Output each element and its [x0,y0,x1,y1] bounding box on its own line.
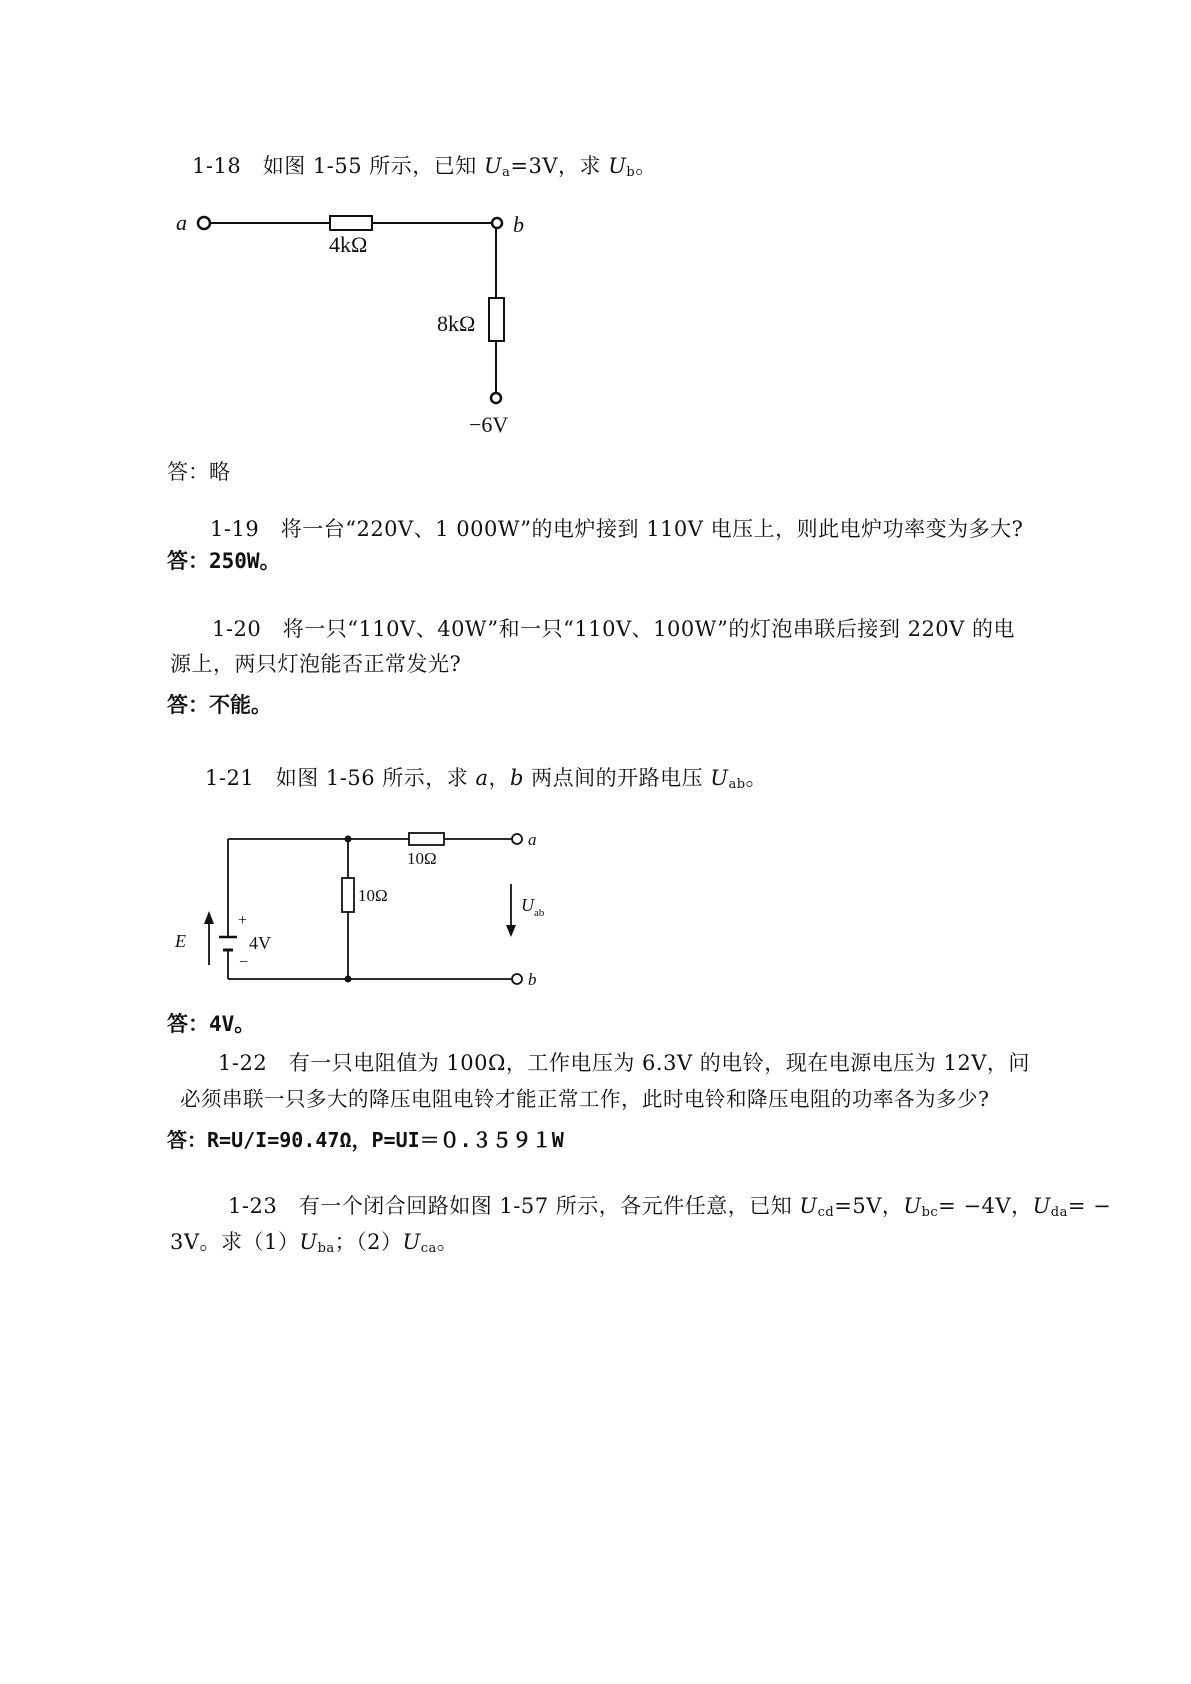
junction-top [345,836,352,843]
q21-number: 1-21 [205,766,255,790]
q19-answer: 答：250W。 [167,549,281,573]
q23-text-line1: 1-23 有一个闭合回路如图 1-57 所示，各元件任意，已知 $U_{cd}=5V$，$U_{bc}= -4V$，$U_{da}=$ − [228,1194,1112,1220]
label-r2: 8kΩ [437,311,476,336]
q22-answer: 答：R=U/I=90.47Ω，P=UI＝０.３５９１W [167,1128,564,1152]
q20-answer: 答：不能。 [167,692,272,717]
label-minus: − [239,954,249,971]
label-source-value: 4V [249,933,271,953]
q22-text-line1: 1-22 有一只电阻值为 100Ω，工作电压为 6.3V 的电铃，现在电源电压为 12V，问 [218,1051,1030,1075]
q23-text-line2: 3V。求$(1)U_{ba}$；$(2)U_{ca}$。 [170,1230,459,1256]
emf-arrow-head [204,911,214,924]
q20-text-line1: 1-20 将一只“110V、40W”和一只“110V、100W”的灯泡串联后接到 220V 的电 [212,617,1016,641]
label-node-a2: a [528,830,537,849]
resistor-top-10 [409,833,444,845]
label-uab: $U_{ab}$ [521,895,545,919]
label-minus6v: −6V [469,412,509,437]
terminal-a2 [512,834,522,844]
q20-number: 1-20 [212,617,262,641]
terminal-b2 [512,974,522,984]
q19-text: 1-19 将一台“220V、1 000W”的电炉接到 110V 电压上，则此电炉功率变为多大? [210,517,1024,541]
q18-answer: 答：略 [167,460,230,484]
label-r-top: 10Ω [407,849,437,868]
q22-text-line2: 必须串联一只多大的降压电阻电铃才能正常工作，此时电铃和降压电阻的功率各为多少? [180,1087,990,1111]
q20-text-line2: 源上，两只灯泡能否正常发光? [170,652,462,676]
label-node-b: b [513,212,524,237]
junction-bottom [345,976,352,983]
q19-number: 1-19 [210,517,260,541]
label-r1: 4kΩ [329,232,368,257]
label-node-a: a [176,210,187,235]
q21-text: 1-21 如图 1-56 所示，求 a，b 两点间的开路电压 $U_{ab}$。 [205,766,768,792]
q22-number: 1-22 [218,1051,268,1075]
q21-answer: 答：4V。 [167,1012,256,1036]
label-r-mid: 10Ω [358,886,388,905]
q18-text: 1-18 如图 1-55 所示，已知 $U_a=3V$，求 $U_b$。 [192,154,657,180]
q18-number: 1-18 [192,154,242,178]
label-node-b2: b [528,970,537,989]
label-plus: + [238,912,248,929]
resistor-mid-10 [342,878,354,912]
label-emf: E [175,931,186,951]
uab-arrow-head [506,925,516,937]
q23-number: 1-23 [228,1194,278,1218]
